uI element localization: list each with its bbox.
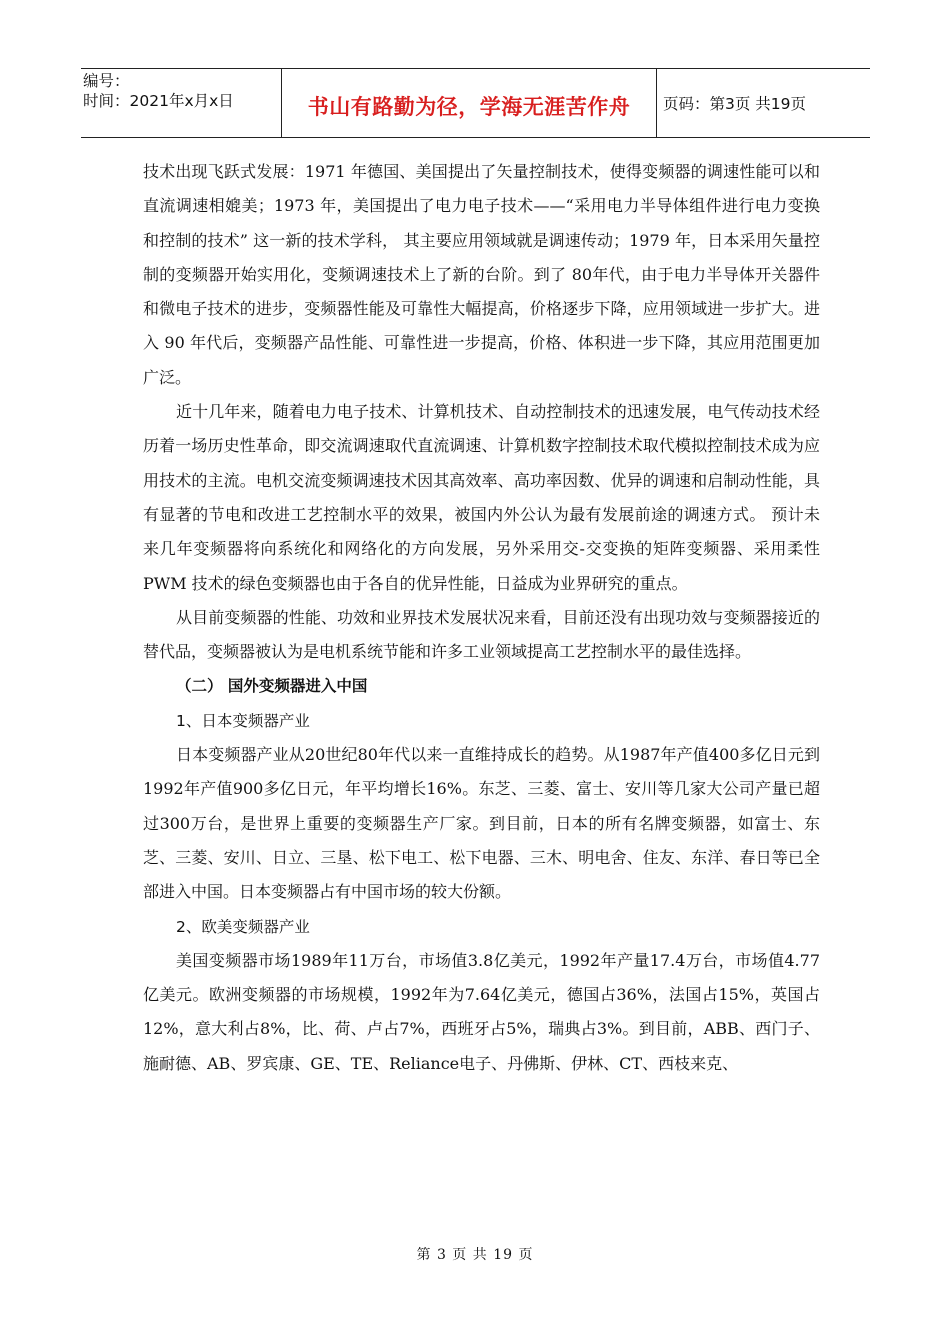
paragraph: 美国变频器市场1989年11万台，市场值3.8亿美元，1992年产量17.4万台，市场值4.77亿美元。欧洲变频器的市场规模，1992年为7.64亿美元，德国占36%，法国占15%，英国占12%，意大利占8%，比、荷、卢占7%，西班牙占5%，瑞典占3%。到目前，ABB、西门子、施耐德、AB、罗宾康、GE、TE、Reliance电子、丹佛斯、伊林、CT、西枝来克、 <box>143 950 820 1073</box>
header-meta <box>81 69 282 137</box>
header-motto: 书山有路勤为径，学海无涯苦作舟 <box>282 69 657 137</box>
paragraph: 日本变频器产业从20世纪80年代以来一直维持成长的趋势。从1987年产值400多亿日元到1992年产值900多亿日元，年平均增长16%。东芝、三菱、富士、安川等几家大公司产量已超过300万台，是世界上重要的变频器生产厂家。到目前，日本的所有名牌变频器，如富士、东芝、三菱、安川、日立、三垦、松下电工、松下电器、三木、明电舍、住友、东洋、春日等已全部进入中国。日本变频器占有中国市场的较大份额。 <box>143 745 820 902</box>
subsection-heading: 1、日本变频器产业 <box>176 711 310 730</box>
paragraph: 近十几年来，随着电力电子技术、计算机技术、自动控制技术的迅速发展，电气传动技术经历着一场历史性革命，即交流调速取代直流调速、计算机数字控制技术取代模拟控制技术成为应用技术的主流。电机交流变频调速技术因其高效率、高功率因数、优异的调速和启制动性能，具有显著的节电和改进工艺控制水平的效果，被国内外公认为最有发展前途的调速方式。 预计未来几年变频器将向系统化和网络化的方向发展，另外采用交-交变换的矩阵变频器、采用柔性 PWM 技术的绿色变频器也由于各自的优异性能，日益成为业界研究的重点。 <box>143 402 820 593</box>
document-number-label: 编号： <box>83 72 130 90</box>
paragraph: 从目前变频器的性能、功效和业界技术发展状况来看，目前还没有出现功效与变频器接近的替代品，变频器被认为是电机系统节能和许多工业领域提高工艺控制水平的最佳选择。 <box>143 607 820 662</box>
page-header <box>81 68 870 138</box>
document-body <box>143 155 820 1081</box>
paragraph-continuation: 技术出现飞跃式发展：1971 年德国、美国提出了矢量控制技术，使得变频器的调速性能可以和直流调速相媲美；1973 年，美国提出了电力电子技术——“采用电力半导体组件进行电力变换和控制的技术” 这一新的技术学科， 其主要应用领域就是调速传动；1979 年，日本采用矢量控制的变频器开始实用化，变频调速技术上了新的台阶。到了 80年代，由于电力半导体开关器件和微电子技术的进步，变频器性能及可靠性大幅提高，价格逐步下降，应用领域进一步扩大。进入 90 年代后，变频器产品性能、可靠性进一步提高，价格、体积进一步下降，其应用范围更加广泛。 <box>143 162 820 387</box>
section-heading: （二） 国外变频器进入中国 <box>176 677 368 696</box>
page-footer: 第 3 页 共 19 页 <box>416 1247 534 1263</box>
subsection-heading: 2、欧美变频器产业 <box>176 917 310 936</box>
header-page-number: 页码：第3页 共19页 <box>663 95 807 113</box>
document-date-label: 时间：2021年x月x日 <box>83 92 234 110</box>
